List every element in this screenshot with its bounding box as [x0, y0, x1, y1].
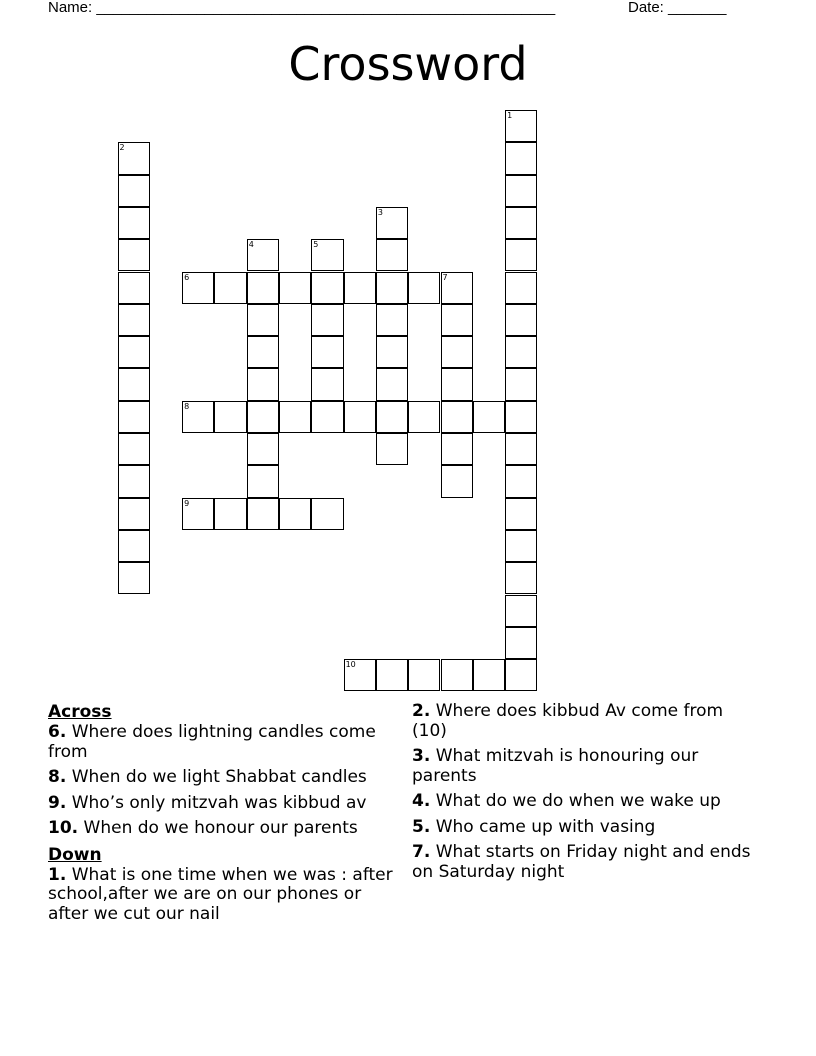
cell-number: 1 — [507, 111, 513, 120]
grid-cell[interactable] — [505, 336, 537, 368]
cell-number: 10 — [345, 660, 356, 670]
grid-cell[interactable] — [441, 659, 473, 691]
clue-text: What do we do when we wake up — [435, 791, 721, 811]
grid-cell[interactable] — [505, 498, 537, 530]
clue-down-2 — [412, 702, 757, 741]
grid-cell[interactable] — [344, 401, 376, 433]
clue-number: 2. — [412, 701, 431, 721]
clue-number: 1. — [48, 864, 67, 885]
grid-cell[interactable] — [376, 304, 408, 336]
clue-text: Where does kibbud Av come from (10) — [412, 701, 724, 741]
clue-down-1 — [48, 866, 393, 925]
grid-cell[interactable] — [247, 304, 279, 336]
grid-cell[interactable] — [118, 465, 150, 497]
grid-cell[interactable] — [118, 175, 150, 207]
clue-across-6 — [48, 723, 393, 762]
grid-cell[interactable] — [441, 401, 473, 433]
clue-across-8 — [48, 768, 393, 788]
grid-cell[interactable] — [441, 336, 473, 368]
grid-cell[interactable] — [505, 659, 537, 691]
grid-cell[interactable] — [247, 336, 279, 368]
clue-number: 7. — [412, 842, 431, 862]
grid-cell[interactable] — [247, 433, 279, 465]
grid-cell[interactable] — [408, 272, 440, 304]
clue-text: What mitzvah is honouring our parents — [412, 746, 699, 786]
grid-cell[interactable] — [505, 433, 537, 465]
clue-number: 4. — [412, 791, 431, 811]
grid-cell[interactable] — [473, 659, 505, 691]
grid-cell[interactable] — [279, 401, 311, 433]
grid-cell[interactable] — [214, 401, 246, 433]
grid-cell[interactable] — [311, 304, 343, 336]
grid-cell[interactable] — [441, 368, 473, 400]
date-field[interactable]: Date: _______ — [628, 0, 727, 16]
grid-cell[interactable] — [214, 498, 246, 530]
grid-cell[interactable] — [505, 110, 537, 142]
grid-cell[interactable] — [279, 498, 311, 530]
clue-down-4 — [412, 792, 757, 812]
grid-cell[interactable] — [505, 368, 537, 400]
grid-cell[interactable] — [344, 659, 376, 691]
grid-cell[interactable] — [118, 142, 150, 174]
grid-cell[interactable] — [408, 659, 440, 691]
clue-across-9 — [48, 794, 393, 814]
clue-text: When do we light Shabbat candles — [71, 767, 367, 787]
clue-across-10 — [48, 819, 393, 839]
clue-number: 5. — [412, 816, 431, 837]
cell-number: 2 — [119, 143, 125, 153]
grid-cell[interactable] — [214, 272, 246, 304]
clue-number: 6. — [48, 722, 67, 742]
grid-cell[interactable] — [408, 401, 440, 433]
grid-cell[interactable] — [311, 401, 343, 433]
grid-cell[interactable] — [473, 401, 505, 433]
grid-cell[interactable] — [441, 304, 473, 336]
cell-number: 4 — [248, 240, 254, 250]
grid-cell[interactable] — [505, 562, 537, 594]
cell-number: 7 — [442, 272, 448, 282]
grid-cell[interactable] — [441, 465, 473, 497]
clue-text: When do we honour our parents — [83, 818, 358, 838]
grid-cell[interactable] — [247, 498, 279, 530]
grid-cell[interactable] — [505, 142, 537, 174]
grid-cell[interactable] — [311, 368, 343, 400]
clue-number: 9. — [48, 792, 67, 813]
grid-cell[interactable] — [505, 627, 537, 659]
grid-cell[interactable] — [376, 272, 408, 304]
grid-cell[interactable] — [441, 433, 473, 465]
down-heading: Down — [48, 844, 102, 865]
page-title: Crossword — [288, 37, 528, 91]
grid-cell[interactable] — [505, 595, 537, 627]
name-field[interactable]: Name: _______________________________________________________ — [48, 0, 556, 16]
clue-text: What is one time when we was : after school,after we are on our phones or after we cut our nail — [48, 864, 393, 924]
grid-cell[interactable] — [311, 498, 343, 530]
grid-cell[interactable] — [247, 239, 279, 271]
grid-cell[interactable] — [247, 465, 279, 497]
grid-cell[interactable] — [505, 207, 537, 239]
grid-cell[interactable] — [118, 530, 150, 562]
grid-cell[interactable] — [376, 368, 408, 400]
grid-cell[interactable] — [505, 272, 537, 304]
clue-number: 10. — [48, 818, 79, 838]
grid-cell[interactable] — [441, 272, 473, 304]
grid-cell[interactable] — [376, 336, 408, 368]
grid-cell[interactable] — [118, 368, 150, 400]
grid-cell[interactable] — [182, 272, 214, 304]
grid-cell[interactable] — [505, 239, 537, 271]
grid-cell[interactable] — [376, 659, 408, 691]
clue-column-left — [48, 702, 393, 930]
grid-cell[interactable] — [505, 465, 537, 497]
grid-cell[interactable] — [505, 304, 537, 336]
grid-cell[interactable] — [118, 304, 150, 336]
clue-number: 3. — [412, 746, 431, 766]
cell-number: 9 — [184, 498, 190, 508]
cell-number: 6 — [184, 272, 190, 282]
across-heading: Across — [48, 702, 112, 722]
grid-cell[interactable] — [311, 336, 343, 368]
grid-cell[interactable] — [247, 272, 279, 304]
grid-cell[interactable] — [311, 272, 343, 304]
clue-column-right — [412, 702, 757, 888]
clue-number: 8. — [48, 767, 67, 787]
clue-down-3 — [412, 747, 757, 786]
grid-cell[interactable] — [344, 272, 376, 304]
grid-cell[interactable] — [505, 175, 537, 207]
grid-cell[interactable] — [118, 498, 150, 530]
grid-cell[interactable] — [118, 401, 150, 433]
grid-cell[interactable] — [118, 207, 150, 239]
cell-number: 8 — [184, 401, 190, 411]
clue-down-7 — [412, 843, 757, 882]
grid-cell[interactable] — [118, 562, 150, 594]
grid-cell[interactable] — [118, 272, 150, 304]
grid-cell[interactable] — [118, 433, 150, 465]
grid-cell[interactable] — [118, 336, 150, 368]
cell-number: 5 — [313, 240, 319, 250]
clue-text: Who’s only mitzvah was kibbud av — [71, 792, 367, 813]
grid-cell[interactable] — [376, 433, 408, 465]
grid-cell[interactable] — [279, 272, 311, 304]
clue-text: Where does lightning candles come from — [48, 722, 376, 762]
grid-cell[interactable] — [182, 498, 214, 530]
cell-number: 3 — [377, 207, 383, 217]
clue-down-5 — [412, 818, 757, 838]
clue-text: What starts on Friday night and ends on Saturday night — [412, 842, 751, 882]
grid-cell[interactable] — [247, 401, 279, 433]
clue-text: Who came up with vasing — [435, 816, 656, 837]
grid-cell[interactable] — [376, 239, 408, 271]
grid-cell[interactable] — [182, 401, 214, 433]
grid-cell[interactable] — [505, 530, 537, 562]
grid-cell[interactable] — [376, 401, 408, 433]
grid-cell[interactable] — [311, 239, 343, 271]
grid-cell[interactable] — [247, 368, 279, 400]
grid-cell[interactable] — [118, 239, 150, 271]
grid-cell[interactable] — [376, 207, 408, 239]
grid-cell[interactable] — [505, 401, 537, 433]
